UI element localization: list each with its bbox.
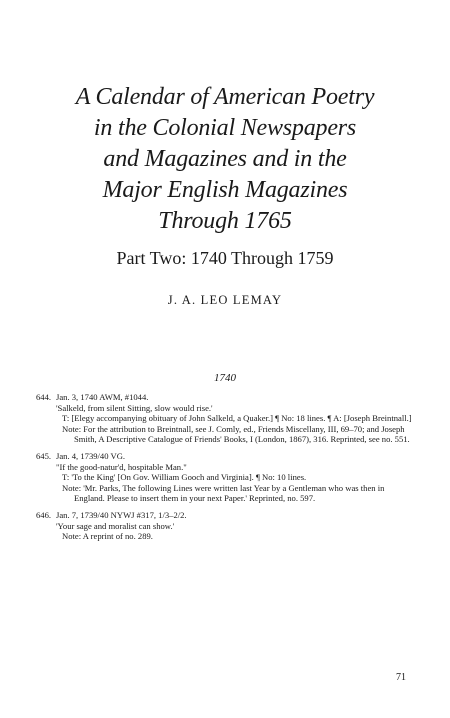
- page-number: 71: [396, 672, 406, 683]
- entry-note: Note: A reprint of no. 289.: [62, 531, 153, 542]
- entry-note: Note: 'Mr. Parks, The following Lines were written last Year by a Gentleman who was then in England. Please to insert them in your next Paper.' Reprinted, no. 597.: [62, 482, 385, 504]
- calendar-entry: [36, 392, 414, 445]
- entry-note: T: [Elegy accompanying obituary of John Salkeld, a Quaker.] ¶ No: 18 lines. ¶ A: [Joseph Breintnall.]: [62, 413, 412, 424]
- section-year-heading: 1740: [214, 372, 236, 384]
- title-line: in the Colonial Newspapers: [93, 115, 357, 141]
- title-line: Through 1765: [158, 208, 292, 234]
- entry-number: 645.: [36, 450, 52, 461]
- entry-note: Note: For the attribution to Breintnall, see J. Comly, ed., Friends Miscellany, III, 69–70; and Joseph Smith, A Descriptive Catalogue of Friends' Books, I (London, 1867), 316. Reprinted, see no. 551.: [62, 423, 410, 445]
- entry-note: T: 'To the King' [On Gov. William Gooch and Virginia]. ¶ No: 10 lines.: [62, 472, 307, 483]
- entry-number: 644.: [36, 392, 52, 402]
- book-title: [0, 82, 450, 237]
- title-line: Major English Magazines: [102, 177, 348, 203]
- entry-first-line: 'Your sage and moralist can show.': [56, 520, 175, 531]
- entry-first-line: 'Salkeld, from silent Sitting, slow would rise.': [56, 402, 213, 413]
- entry-number: 646.: [36, 509, 52, 520]
- entry-heading: Jan. 7, 1739/40 NYWJ #317, 1/3–2/2.: [56, 509, 187, 520]
- calendar-entry: [36, 510, 414, 542]
- author: J. A. LEO LEMAY: [167, 293, 283, 307]
- calendar-entry: [36, 451, 414, 504]
- title-line: A Calendar of American Poetry: [75, 84, 375, 110]
- title-line: and Magazines and in the: [103, 146, 347, 172]
- entry-heading: Jan. 4, 1739/40 VG.: [56, 450, 126, 461]
- subtitle: Part Two: 1740 Through 1759: [116, 248, 334, 268]
- entry-heading: Jan. 3, 1740 AWM, #1044.: [56, 392, 149, 402]
- entry-first-line: "If the good-natur'd, hospitable Man.": [56, 461, 187, 472]
- calendar-entries: [36, 392, 414, 548]
